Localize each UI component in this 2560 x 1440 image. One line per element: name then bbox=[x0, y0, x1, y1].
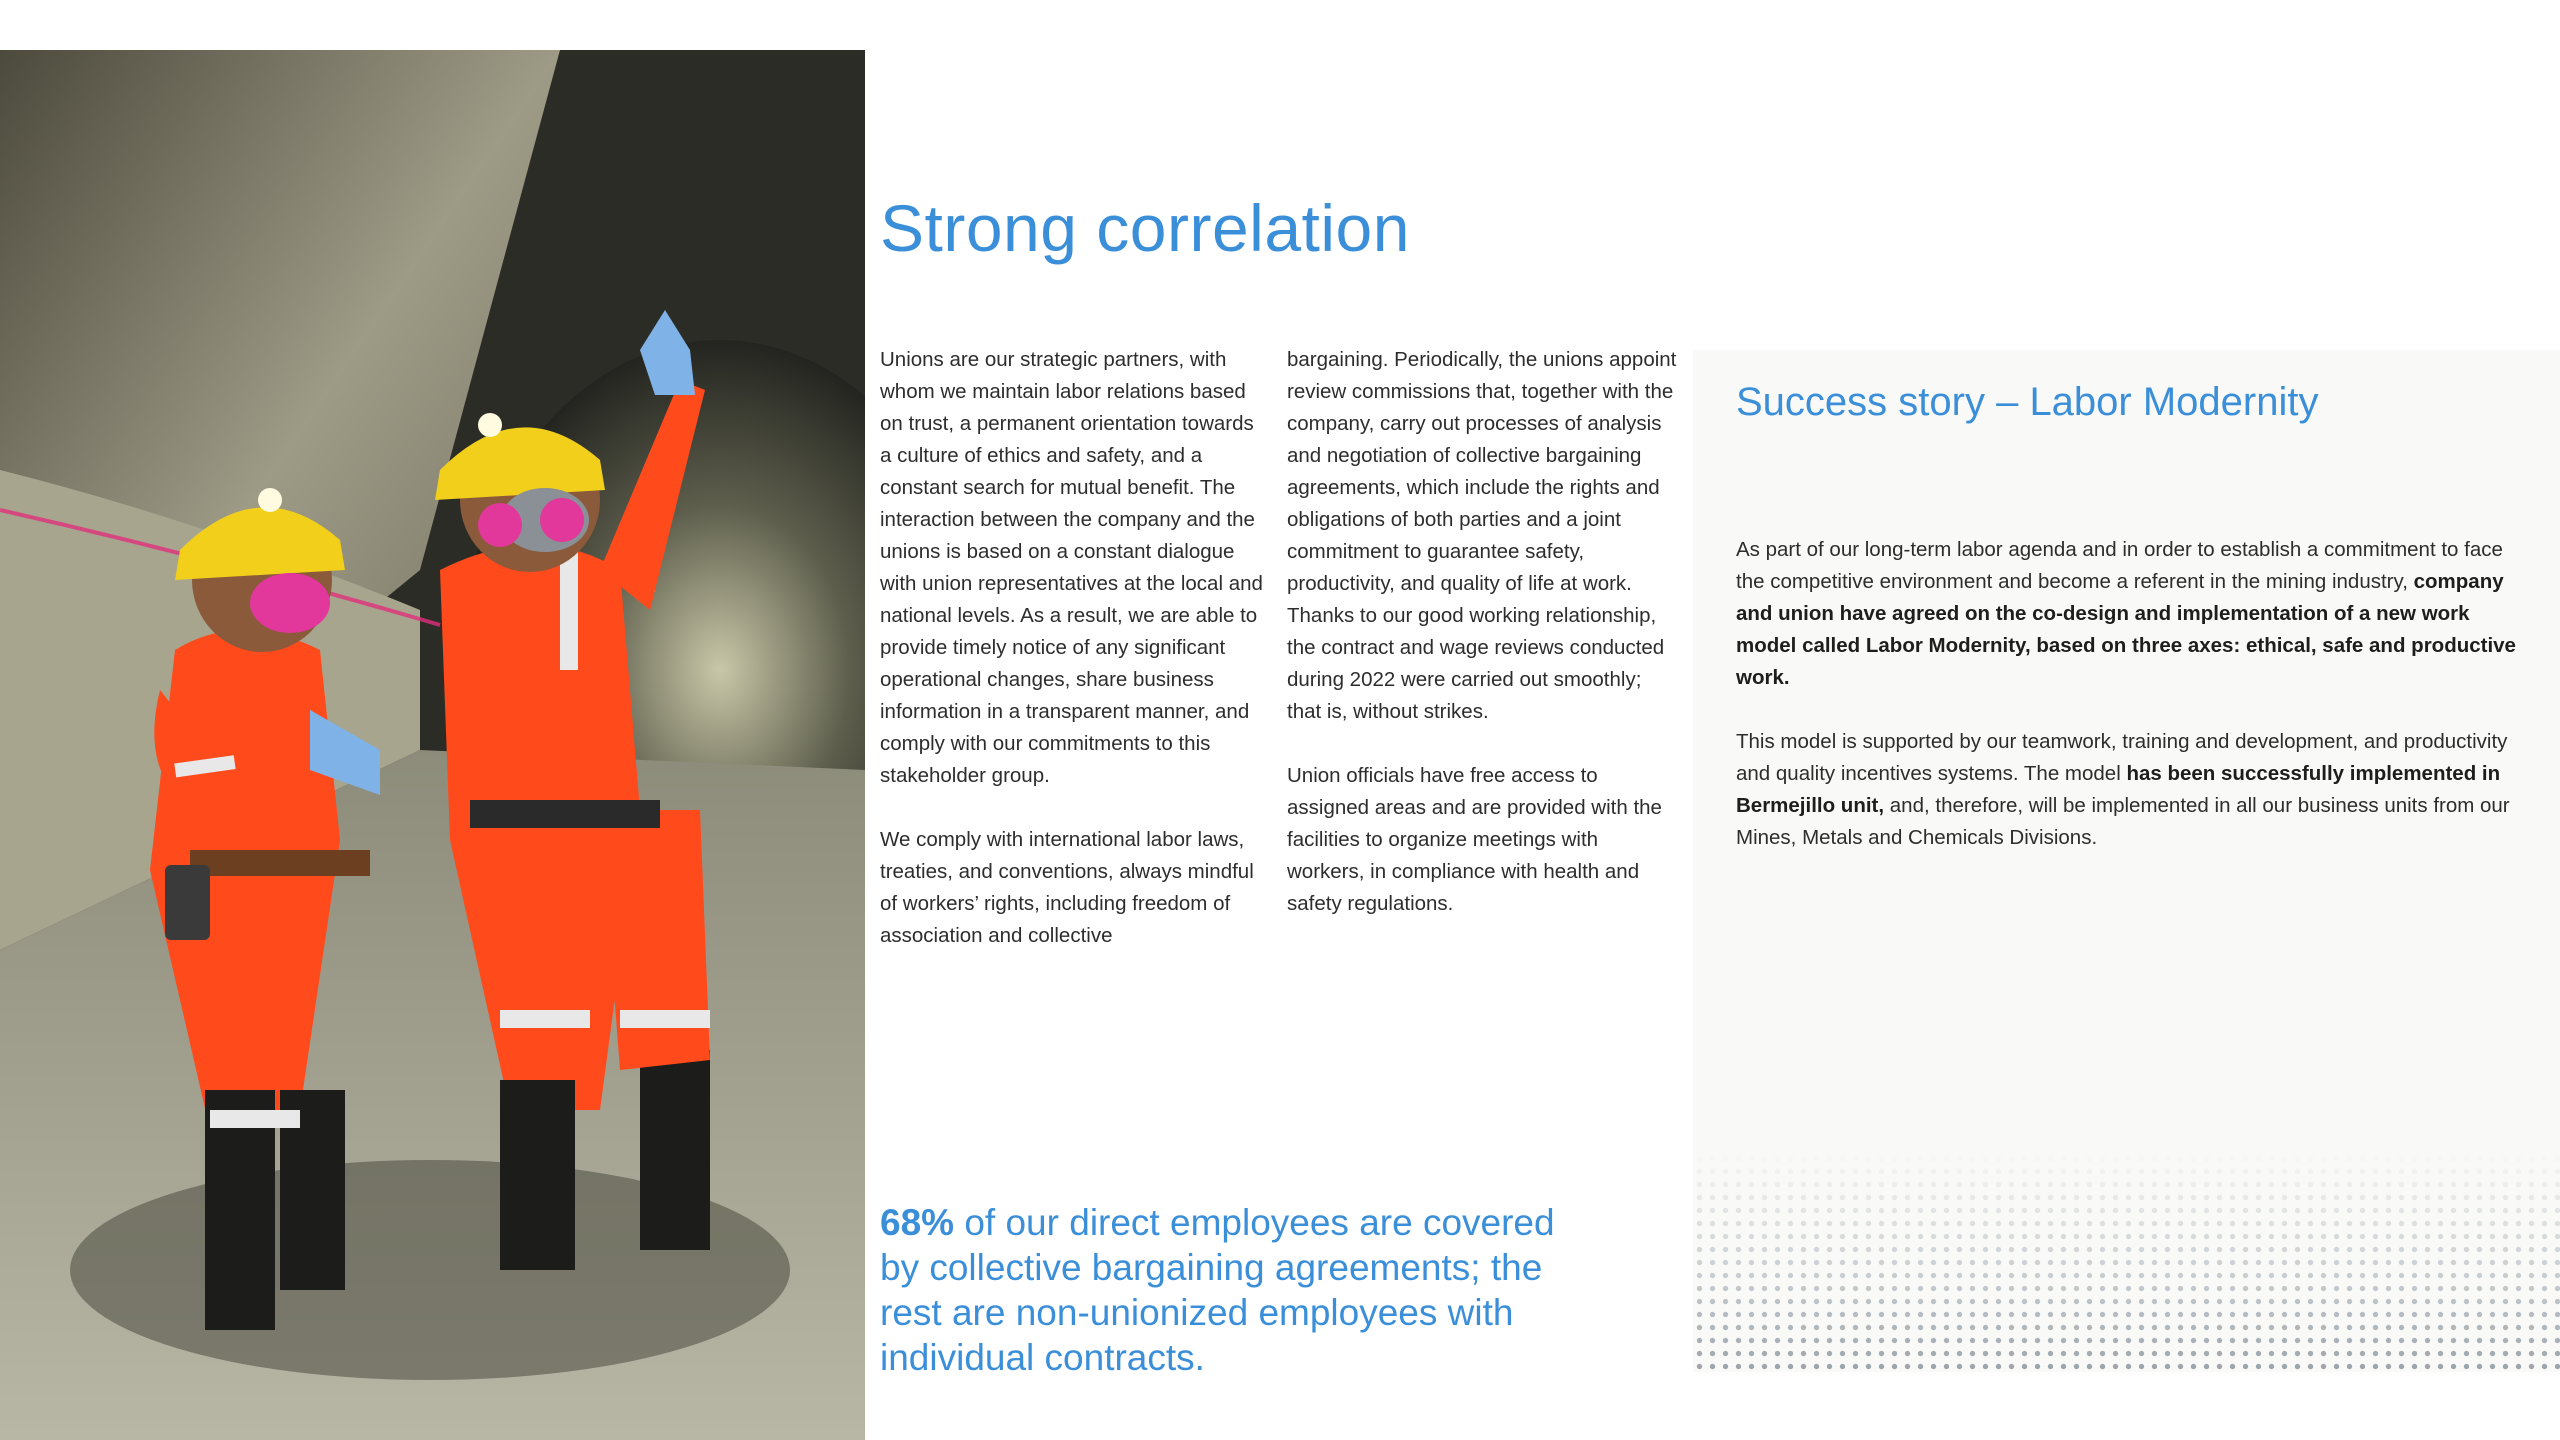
column1-paragraph-2: We comply with international labor laws, treaties, and conventions, always mindful of workers’ rights, including freedom of association and collective bbox=[880, 828, 1254, 947]
success-story-p1-bold: company and union have agreed on the co-design and implementation of a new work model called Labor Modernity, based on three axes: ethical, safe and productive work. bbox=[1736, 570, 2516, 689]
success-story-p2-text-b: and, therefore, will be implemented in all our business units from our Mines, Metals and Chemicals Divisions. bbox=[1736, 794, 2510, 849]
body-column-1 bbox=[880, 344, 1270, 984]
body-column-2 bbox=[1287, 344, 1679, 952]
success-story-panel bbox=[1693, 350, 2560, 1372]
column2-paragraph-2: Union officials have free access to assigned areas and are provided with the facilities to organize meetings with workers, in compliance with health and safety regulations. bbox=[1287, 764, 1662, 915]
success-story-title: Success story – Labor Modernity bbox=[1736, 380, 2319, 424]
success-story-p2-bold: has been successfully implemented in Bermejillo unit, bbox=[1736, 762, 2501, 817]
column2-paragraph-1: bargaining. Periodically, the unions appoint review commissions that, together with the company, carry out processes of analysis and negotiation of collective bargaining agreements, which include the rights and obligations of both parties and a joint commitment to guarantee safety, productivity, and quality of life at work. Thanks to our good working relationship, the contract and wage reviews conducted during 2022 were carried out smoothly; that is, without strikes. bbox=[1287, 348, 1677, 723]
miners-illustration bbox=[0, 50, 865, 1440]
statistic-text: of our direct employees are covered by collective bargaining agreements; the rest are non-unionized employees with individual contracts. bbox=[880, 1202, 1555, 1378]
coverage-statistic bbox=[880, 1200, 1600, 1380]
success-story-paragraph-1 bbox=[1736, 534, 2516, 694]
success-story-body bbox=[1736, 534, 2516, 886]
success-story-paragraph-2 bbox=[1736, 726, 2516, 854]
success-story-p1-text: As part of our long-term labor agenda and in order to establish a commitment to face the competitive environment and become a referent in the mining industry, bbox=[1736, 538, 2503, 593]
miners-photo bbox=[0, 50, 865, 1440]
page-title: Strong correlation bbox=[880, 191, 1410, 265]
statistic-percentage: 68% bbox=[880, 1202, 955, 1243]
column1-paragraph-1: Unions are our strategic partners, with whom we maintain labor relations based on trust, a permanent orientation towards a culture of ethics and safety, and a constant search for mutual benefit. The interaction between the company and the unions is based on a constant dialogue with union representatives at the local and national levels. As a result, we are able to provide timely notice of any significant operational changes, share business information in a transparent manner, and comply with our commitments to this stakeholder group. bbox=[880, 348, 1263, 787]
success-story-p2-text-a: This model is supported by our teamwork, training and development, and productivity and quality incentives systems. The model bbox=[1736, 730, 2508, 785]
halftone-dot-pattern bbox=[1693, 1152, 2560, 1372]
